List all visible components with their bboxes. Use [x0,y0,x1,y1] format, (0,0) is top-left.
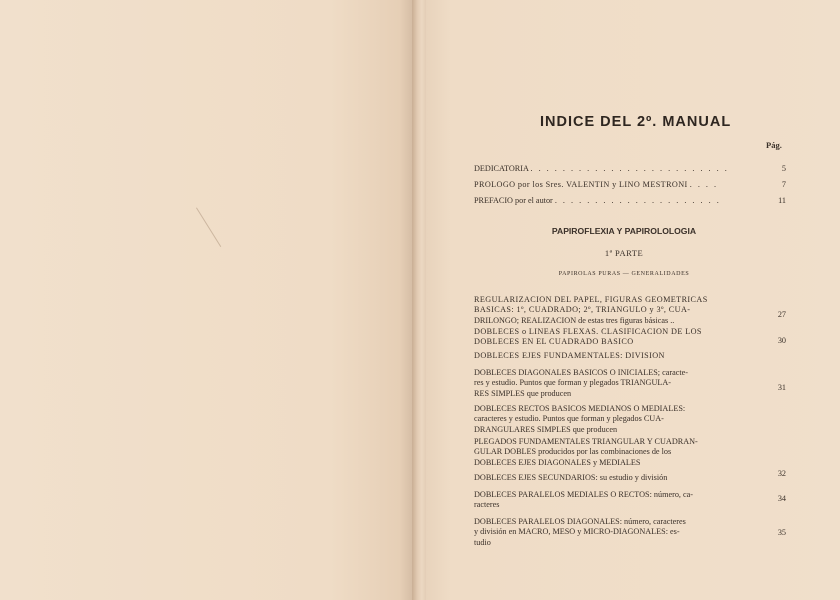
index-title: INDICE DEL 2º. MANUAL [540,114,732,130]
entry-page: 27 [777,310,786,319]
entry-text: PROLOGO por los Sres. VALENTIN y LINO MESTRONI [474,180,688,189]
part-title: 1ª PARTE [604,248,644,258]
toc-entry [474,368,786,399]
entry-page: 35 [777,528,786,537]
entry-page: 11 [778,196,786,205]
toc-entry [474,351,786,361]
entry-line: GULAR DOBLES producidos por las combinaciones de los [474,447,672,457]
entry-line: DOBLECES EJES DIAGONALES y MEDIALES [474,457,641,467]
toc-entry-dedicatoria: DEDICATORIA . . . . . . . . . . . . . . . . . . . . . . . . . 5 [474,164,786,173]
entry-page: 31 [777,383,786,392]
toc-entry [474,517,786,548]
entry-line: DOBLECES DIAGONALES BASICOS O INICIALES; caracte- [474,368,688,377]
entry-line: res y estudio. Puntos que forman y plegados TRIANGULA- [474,378,672,388]
entry-page: 32 [777,469,786,478]
toc-entry [474,437,786,468]
section-title: PAPIROFLEXIA Y PAPIROLOLOGIA [551,226,697,236]
entry-line: racteres [474,500,500,510]
entry-page: 34 [777,494,786,503]
toc-entry [474,490,786,511]
entry-line: PLEGADOS FUNDAMENTALES TRIANGULAR Y CUADRAN- [474,437,698,446]
toc-entry [474,469,786,483]
toc-entry [474,327,786,348]
entry-line: DOBLECES EJES SECUNDARIOS: su estudio y división [474,473,668,482]
book-gutter [412,0,426,600]
toc-entry [474,295,786,326]
entry-line: caracteres y estudio. Puntos que forman y plegados CUA- [474,414,664,424]
entry-line: DOBLECES EJES FUNDAMENTALES: DIVISION [474,351,665,360]
toc-entry-prefacio: PREFACIO por el autor . . . . . . . . . . . . . . . . . . . . . 11 [474,196,786,205]
left-page [0,0,412,600]
page-column-header: Pág. [766,140,782,150]
entry-text: PREFACIO por el autor [474,196,553,205]
entry-line: BASICAS: 1º, CUADRADO; 2º, TRIANGULO y 3º, CUA- [474,305,691,315]
toc-entry [474,404,786,435]
entry-line: DOBLECES o LINEAS FLEXAS. CLASIFICACION DE LOS [474,327,702,336]
paper-crease [196,207,221,247]
entry-line: tudio [474,537,491,547]
entry-text: DEDICATORIA [474,164,529,173]
section-subtitle: PAPIROLAS PURAS — GENERALIDADES [558,271,690,277]
entry-line: RES SIMPLES que producen [474,388,572,398]
toc-entry-prologo: PROLOGO por los Sres. VALENTIN y LINO MESTRONI . . . . 7 [474,180,786,189]
entry-line: DRILONGO; REALIZACION de estas tres figuras básicas .. [474,315,675,325]
entry-line: y división en MACRO, MESO y MICRO-DIAGONALES: es- [474,527,680,537]
entry-page: 5 [781,164,786,173]
entry-line: DOBLECES PARALELOS DIAGONALES: número, caracteres [474,517,686,526]
entry-page: 30 [777,336,786,345]
entry-line: DOBLECES PARALELOS MEDIALES O RECTOS: número, ca- [474,490,694,499]
entry-line: DOBLECES EN EL CUADRADO BASICO [474,337,634,347]
entry-page: 7 [781,180,786,189]
entry-line: DOBLECES RECTOS BASICOS MEDIANOS O MEDIALES: [474,404,686,413]
entry-line: DRANGULARES SIMPLES que producen [474,424,618,434]
entry-line: REGULARIZACION DEL PAPEL, FIGURAS GEOMETRICAS [474,295,708,304]
